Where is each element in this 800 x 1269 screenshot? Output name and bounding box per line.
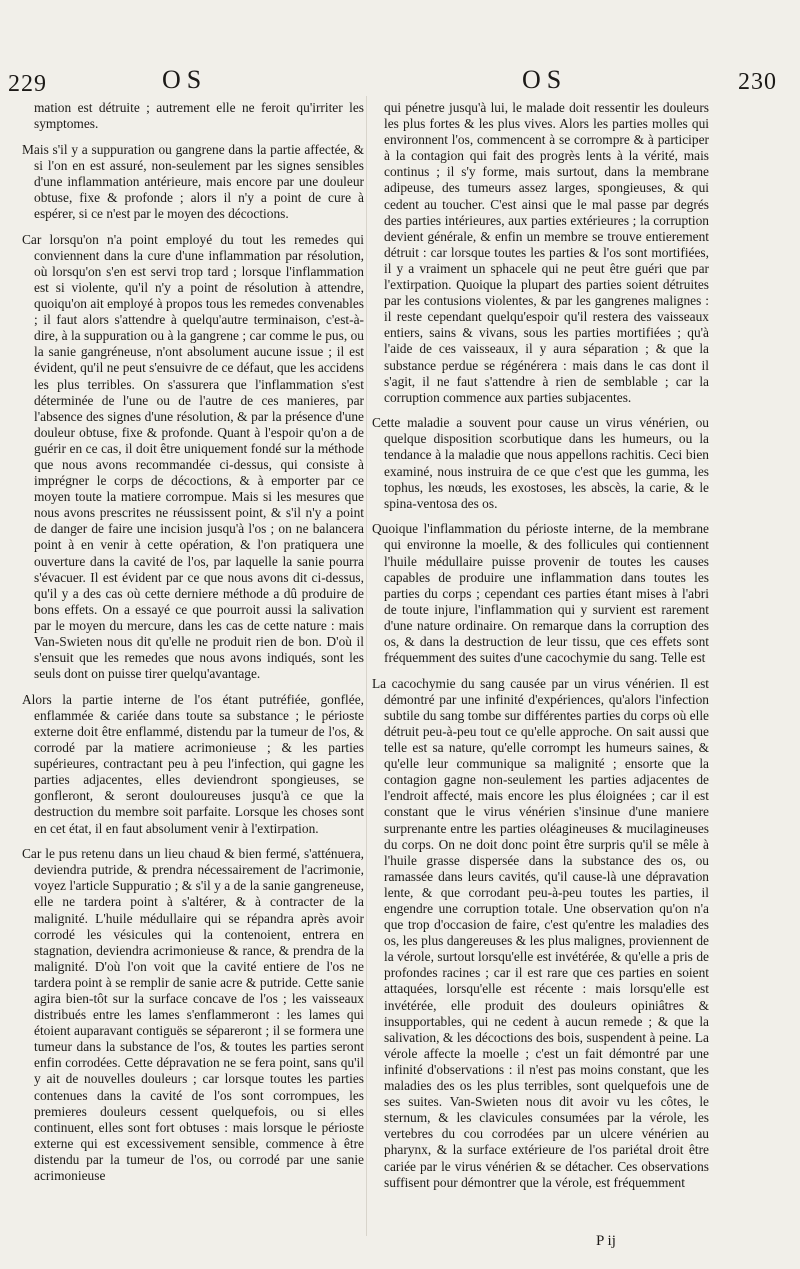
running-head-left: OS: [162, 65, 208, 94]
page-number-right: 230: [738, 69, 777, 95]
paragraph: La cacochymie du sang causée par un virus vénérien. Il est démontré par une infinité d'expériences, qu'alors l'infection subtile du sang tombe sur différentes parties du corps où elle détruit peu-à-peu tout ce qu'elle approche. On sait aussi que telle est sa nature, qu'elle corrompt les humeurs saines, & qu'elle leur communique sa malignité ; ensorte que la contagion gagne non-seulement les parties adjacentes de l'endroit affecté, mais encore les plus éloignées ; car il est constant que le virus vénérien s'insinue d'une maniere surprenante entre les parties oléagineuses & mucilagineuses du corps. On ne doit donc point être surpris qu'il se mêle à l'huile grasse dispersée dans la substance des os, ou ramassée dans leurs cavités, qu'il cause-là une dépravation lente, & que corrodant peu-à-peu toutes les parties, il engendre une corruption totale. Une observation qu'on n'a que trop d'occasion de faire, c'est qu'entre les maladies des os, les plus dangereuses & les plus malignes, proviennent de la vérole, surtout lorsqu'elle est invétérée, & qu'elle a pris de profondes racines ; car il est rare que ces parties en soient attaquées, lorsqu'elle est récente : mais lorsqu'elle est invétérée, elle produit des douleurs opiniâtres & insupportables, qui ne cedent à aucun remede ; & que la salivation, & les décoctions des bois, suspendent à peine. La vérole affecte la moelle ; c'est un fait démontré par une infinité d'observations : il n'est pas moins constant, que les maladies des os les plus terribles, sont quelquefois une de ses suites. Van-Swieten nous dit avoir vu les côtes, le sternum, & les clavicules consumées par la vérole, les vertebres du cou corrodées par un ulcere vénérien au pharynx, & la surface extérieure de l'os pariétal droit être cariée par le virus vénérien & se détacher. Ces observations suffisent pour démontrer que la vérole, est fréquemment: [372, 675, 709, 1190]
signature-mark: P ij: [596, 1233, 616, 1249]
paragraph: mation est détruite ; autrement elle ne feroit qu'irriter les symptomes.: [34, 100, 364, 132]
paragraph: qui pénetre jusqu'à lui, le malade doit ressentir les douleurs les plus fortes & les plus vives. Alors les parties molles qui environnent l'os, commencent à se corrompre & à participer à la contagion qui fait des progrès lents à la vérité, mais continus ; il s'y forme, mais surtout, dans la membrane adipeuse, des tumeurs assez larges, spongieuses, & qui cedent au toucher. C'est ainsi que le mal passe par degrés des parties intérieures, aux parties extérieures ; la corruption devient générale, & enfin un membre se trouve entierement détruit : car lorsque toutes les parties & l'os sont mortifiées, il y a vraiment un sphacele qui ne peut être guéri que par l'extirpation. Quoique la plupart des parties soient détruites par les contusions violentes, & par les gangrenes malignes : il reste cependant quelqu'espoir qu'il restera des vaisseaux entiers, sains & vivans, sous les parties mortifiées ; qu'à l'aide de ces vaisseaux, il y aura séparation ; & que la substance perdue se régénérera : mais dans le cas dont il s'agit, il ne faut s'attendre à rien de semblable ; car la corruption commence aux parties subjacentes.: [384, 100, 709, 405]
page-number-left: 229: [8, 71, 47, 97]
right-column: [372, 100, 709, 1200]
paragraph: Car lorsqu'on n'a point employé du tout les remedes qui conviennent dans la cure d'une inflammation par résolution, où lorsqu'on s'en est servi trop tard ; lorsque l'inflammation est si violente, qu'il n'y a point de résolution à attendre, quoiqu'on ait employé à propos tous les remedes convenables ; il faut alors s'attendre à quelqu'autre terminaison, c'est-à-dire, à la suppuration ou à la gangrene ; car comme le pus, ou la sanie gangréneuse, n'ont absolument aucune issue ; il est évident, qu'il ne peut s'ensuivre de ce défaut, que les accidens les plus terribles. On s'assurera que l'inflammation s'est déterminée de l'une ou de l'autre de ces manieres, par l'absence des signes d'une résolution, & par la présence d'une douleur obtuse, fixe & profonde. Quant à l'espoir qu'on a de guérir en ce cas, il doit être uniquement fondé sur la méthode que nous avons recommandée ci-dessus, qui consiste à imprégner le corps de décoctions, & à emporter par ce moyen toute la matiere corrompue. Mais si les mesures que nous avons prescrites ne réussissent point, & s'il n'y a point de danger de faire une incision jusqu'à l'os ; on ne balancera point à en venir à cette opération, & l'on pratiquera une ouverture dans la cavité de l'os, par laquelle la sanie pourra s'évacuer. Il est évident par ce que nous avons dit ci-dessus, qu'il y a des cas où cette derniere méthode a dû produire de bons effets. On a essayé ce que pourroit aussi la salivation par le moyen du mercure, dans les cas de cette nature : mais Van-Swieten nous dit qu'elle ne produit rien de bon. D'où il s'ensuit que les remedes que nous avons indiqués, sont les seuls dont on puisse tirer quelqu'avantage.: [22, 231, 364, 682]
column-gutter: [366, 96, 367, 1236]
paragraph: Quoique l'inflammation du périoste interne, de la membrane qui environne la moelle, & des follicules qui contiennent l'huile médullaire puisse provenir de toutes les causes capables de produire une inflammation dans toutes les parties du corps ; cependant ces parties étant mises à l'abri de toute injure, l'inflammation qui y survient est rarement d'une nature ordinaire. On remarque dans la corruption des os, & dans la destruction de leur tissu, que ces effets sont fréquemment des suites d'une cacochymie du sang. Telle est: [372, 521, 709, 666]
running-head-right: OS: [522, 65, 568, 94]
left-column: [22, 100, 364, 1194]
paragraph: Cette maladie a souvent pour cause un virus vénérien, ou quelque disposition scorbutique dans les humeurs, ou la tendance à la maladie que nous appellons rachitis. Ceci bien examiné, nous instruira de ce que c'est que les gumma, les tophus, les nœuds, les exostoses, les abscès, la carie, & le spina-ventosa des os.: [372, 415, 709, 511]
paragraph: Car le pus retenu dans un lieu chaud & bien fermé, s'atténuera, deviendra putride, & prendra nécessairement de l'acrimonie, voyez l'article Suppuratio ; & s'il y a de la sanie gangreneuse, elle ne tardera point à s'altérer, & à contracter de la malignité. L'huile médullaire qui se répandra après avoir corrodé les vésicules qui la contenoient, entrera en stagnation, deviendra acrimonieuse & rance, & prendra de la malignité. D'où l'on voit que la cavité entiere de l'os ne tardera point à se remplir de sanie acre & putride. Cette sanie agira bien-tôt sur la surface concave de l'os ; les vaisseaux distribués entre les lames s'enflammeront : les lames qui étoient auparavant contiguës se sépareront ; il se formera une tumeur dans la substance de l'os, & toutes les parties seront enfin corrodées. Cette dépravation ne se fera point, sans qu'il y ait de nouvelles douleurs ; car lorsque toutes les parties contenues dans la cavité de l'os sont corrompues, les premieres douleurs cessent quelquefois, ou si elles continuent, elles sont fort obtuses : mais lorsque le périoste externe qui est excessivement sensible, commence à être distendu par la tumeur de l'os, ou corrodé par une sanie acrimonieuse: [22, 846, 364, 1183]
paragraph: Alors la partie interne de l'os étant putréfiée, gonflée, enflammée & cariée dans toute sa substance ; le périoste externe doit être enflammé, distendu par la tumeur de l'os, & corrodé par la matiere acrimonieuse ; & les parties supérieures, contractant peu à peu l'infection, qui gagne les parties adjacentes, elles deviendront spongieuses, se gonfleront, & seront douloureuses jusqu'à ce que la destruction du membre soit parfaite. Lorsque les choses sont en cet état, il en faut absolument venir à l'extirpation.: [22, 691, 364, 836]
paragraph: Mais s'il y a suppuration ou gangrene dans la partie affectée, & si l'on en est assuré, non-seulement par les signes sensibles d'une inflammation antérieure, mais encore par une douleur obtuse, fixe & profonde ; alors il n'y a point de cure à espérer, si ce n'est par le moyen des décoctions.: [22, 141, 364, 222]
